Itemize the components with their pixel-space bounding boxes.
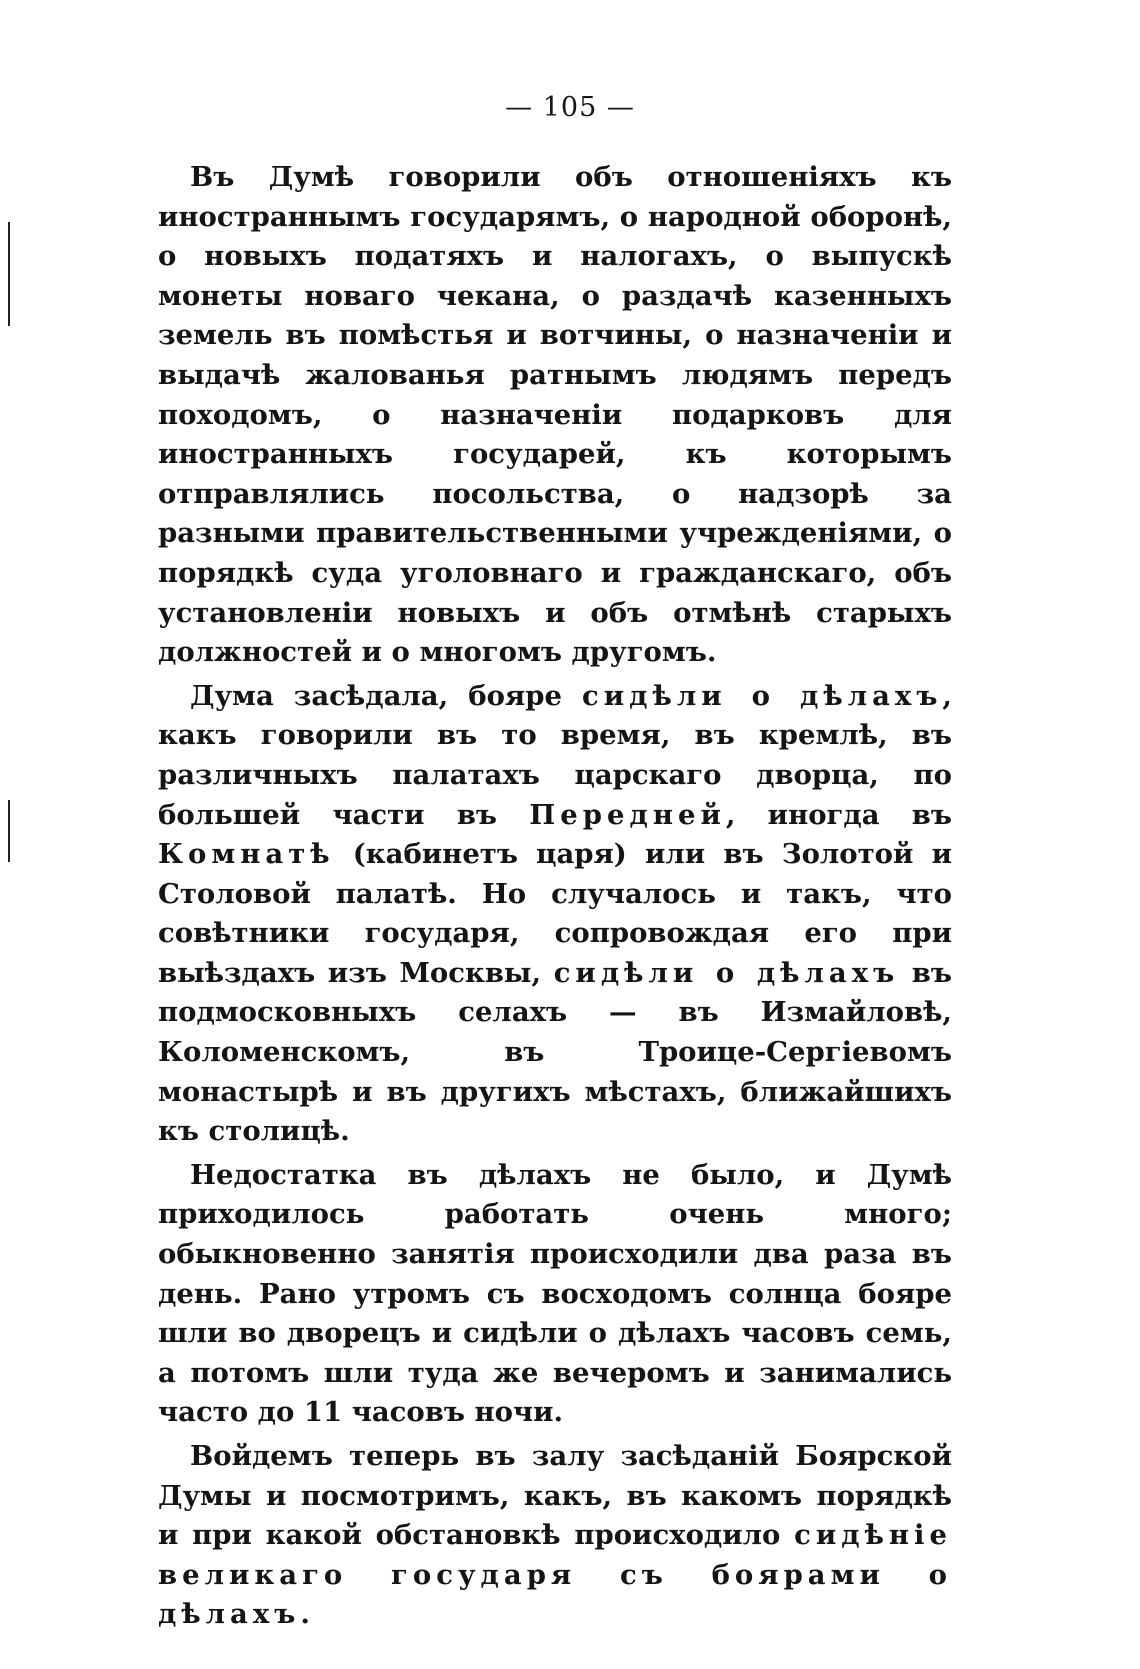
paragraph-1-text: Въ Думѣ говорили объ отношеніяхъ къ иностраннымъ государямъ, о народной оборонѣ, о новыхъ податяхъ и налогахъ, о выпускѣ монеты новаго чекана, о раздачѣ казенныхъ земель въ помѣстья и вотчины, о назначеніи и выдачѣ жалованья ратнымъ людямъ передъ походомъ, о назначеніи подарковъ для иностранныхъ государей, къ которымъ отправлялись посольства, о надзорѣ за разными правительственными учрежденіями, о порядкѣ суда уголовнаго и гражданскаго, объ установленіи новыхъ и объ отмѣнѣ старыхъ должностей и о многомъ другомъ. — [158, 161, 952, 669]
paragraph-4-text: Войдемъ теперь въ залу засѣданій Боярской Думы и посмотримъ, какъ, въ какомъ порядкѣ и при какой обстановкѣ происходило — [158, 1440, 952, 1552]
spaced-phrase: сидѣли о дѣлахъ — [582, 679, 943, 712]
spaced-phrase: сидѣніе великаго государя съ боярами о дѣлахъ — [158, 1519, 952, 1631]
paragraph-2-text: (кабинетъ царя) или въ Золотой и Столовой палатѣ. Но случалось и такъ, что совѣтники государя, сопровождая его при выѣздахъ изъ Москвы, — [158, 838, 952, 989]
paragraph-2-text: , иногда въ — [725, 798, 952, 831]
paragraph-3 — [158, 1156, 952, 1433]
paragraph-4 — [158, 1437, 952, 1635]
paragraph-4-text: . — [300, 1598, 310, 1631]
spaced-phrase: Комнатѣ — [158, 838, 335, 871]
margin-line-bottom — [8, 800, 10, 862]
paragraph-3-text: Недостатка въ дѣлахъ не было, и Думѣ приходилось работать очень много; обыкновенно занятія происходили два раза въ день. Рано утромъ съ восходомъ солнца бояре шли во дворецъ и сидѣли о дѣлахъ часовъ семь, а потомъ шли туда же вечеромъ и занимались часто до 11 часовъ ночи. — [158, 1158, 952, 1429]
paragraph-2 — [158, 677, 952, 1152]
paragraph-1 — [158, 158, 952, 673]
spaced-phrase: Передней — [529, 798, 726, 831]
spaced-phrase: сидѣли о дѣлахъ — [553, 956, 900, 989]
paragraph-2-text: , какъ говорили въ то время, въ кремлѣ, въ различныхъ палатахъ царскаго дворца, по большей части въ — [158, 679, 952, 831]
page-number: — 105 — — [505, 92, 635, 123]
margin-line-top — [8, 222, 10, 326]
paragraph-2-text: Дума засѣдала, бояре — [190, 679, 583, 712]
paragraph-2-text: въ подмосковныхъ селахъ — въ Измайловѣ, Коломенскомъ, въ Троице-Сергіевомъ монастырѣ и въ другихъ мѣстахъ, ближайшихъ къ столицѣ. — [158, 956, 952, 1148]
body-text — [158, 158, 952, 1635]
